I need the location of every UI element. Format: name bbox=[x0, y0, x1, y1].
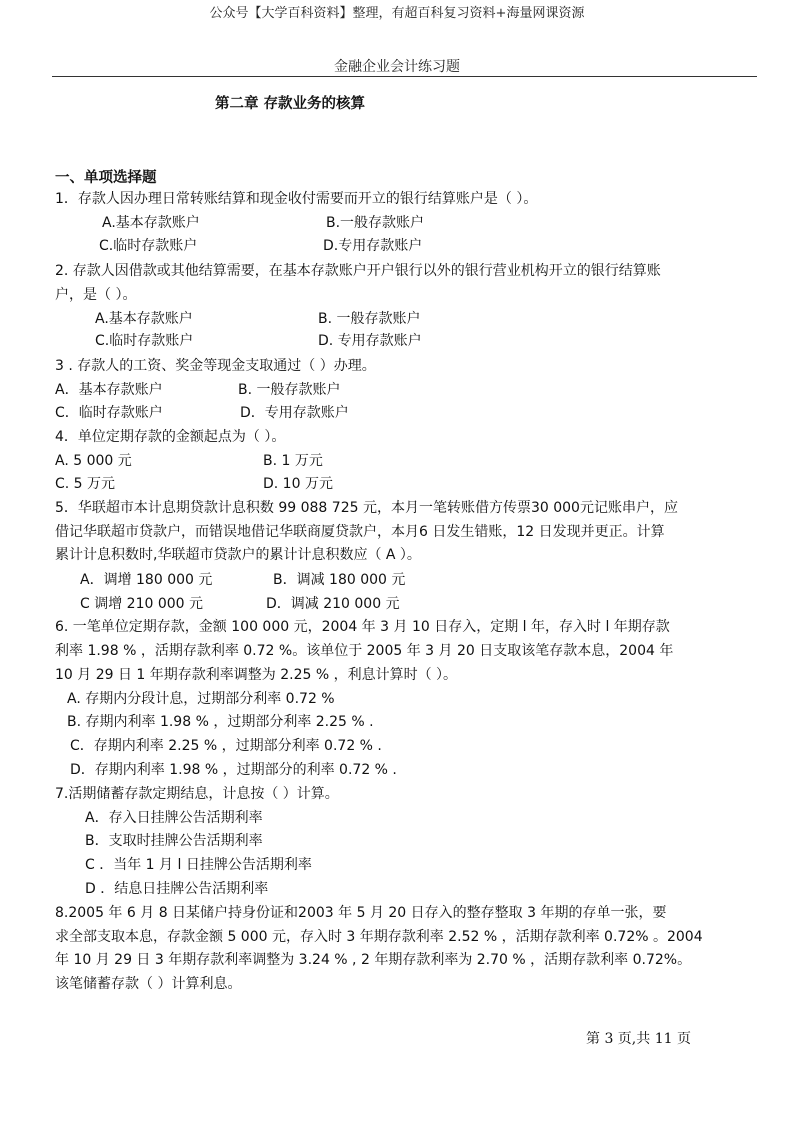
question-5-option-b: B．调减 180 000 元 bbox=[273, 572, 406, 588]
question-3-option-d: D．专用存款账户 bbox=[240, 405, 349, 421]
question-1-option-b: B.一般存款账户 bbox=[326, 215, 425, 231]
question-5-option-d: D．调减 210 000 元 bbox=[266, 596, 400, 612]
question-5-stem-line-1: 5．华联超市本计息期贷款计息积数 99 088 725 元，本月一笔转账借方传票30 000元记账串户，应 bbox=[55, 500, 678, 516]
question-3-option-c: C．临时存款账户 bbox=[55, 405, 163, 421]
question-2-stem-line-2: 户，是（ ）。 bbox=[55, 287, 137, 303]
question-8-stem-line-1: 8.2005 年 6 月 8 日某储户持身份证和2003 年 5 月 20 日存入的整存整取 3 年期的存单一张，要 bbox=[55, 905, 667, 921]
question-1-stem: 1．存款人因办理日常转账结算和现金收付需要而开立的银行结算账户是（ ）。 bbox=[55, 191, 538, 207]
question-7-stem: 7.活期储蓄存款定期结息，计息按（ ）计算。 bbox=[55, 786, 339, 802]
question-4-stem: 4．单位定期存款的金额起点为（ ）。 bbox=[55, 429, 286, 445]
question-7-option-d: D ．结息日挂牌公告活期利率 bbox=[85, 881, 269, 897]
question-5-stem-line-3: 累计计息积数时,华联超市贷款户的累计计息积数应（ A ）。 bbox=[55, 547, 421, 563]
question-4-option-d: D. 10 万元 bbox=[263, 476, 333, 492]
question-3-option-a: A．基本存款账户 bbox=[55, 382, 163, 398]
question-1-option-d: D.专用存款账户 bbox=[323, 238, 423, 254]
question-5-option-c: C 调增 210 000 元 bbox=[80, 596, 204, 612]
page-number-footer: 第 3 页,共 11 页 bbox=[586, 1031, 691, 1047]
question-8-stem-line-2: 求全部支取本息，存款金额 5 000 元，存入时 3 年期存款利率 2.52 % ，活期存款利率 0.72% 。2004 bbox=[55, 929, 703, 945]
source-banner: 公众号【大学百科资料】整理，有超百科复习资料+海量网课资源 bbox=[209, 6, 585, 21]
question-6-option-d: D．存期内利率 1.98 % ，过期部分的利率 0.72 % . bbox=[70, 762, 397, 778]
section-title: 一、单项选择题 bbox=[55, 170, 157, 186]
question-6-stem-line-3: 10 月 29 日 1 年期存款利率调整为 2.25 % ，利息计算时（ ）。 bbox=[55, 667, 458, 683]
question-8-stem-line-3: 年 10 月 29 日 3 年期存款利率调整为 3.24 % , 2 年期存款利率为 2.70 % ，活期存款利率 0.72%。 bbox=[55, 952, 692, 968]
question-2-option-d: D. 专用存款账户 bbox=[318, 333, 422, 349]
question-4-option-c: C. 5 万元 bbox=[55, 476, 116, 492]
document-header-title: 金融企业会计练习题 bbox=[334, 59, 460, 75]
question-2-option-b: B. 一般存款账户 bbox=[318, 311, 421, 327]
question-7-option-c: C ．当年 1 月 l 日挂牌公告活期利率 bbox=[85, 857, 312, 873]
question-2-option-c: C.临时存款账户 bbox=[95, 333, 194, 349]
question-6-option-c: C．存期内利率 2.25 % ，过期部分利率 0.72 % . bbox=[70, 738, 382, 754]
question-4-option-b: B. 1 万元 bbox=[263, 453, 323, 469]
chapter-title: 第二章 存款业务的核算 bbox=[215, 96, 366, 112]
question-5-stem-line-2: 借记华联超市贷款户，而错误地借记华联商厦贷款户，本月6 日发生错账，12 日发现并更正。计算 bbox=[55, 524, 665, 540]
question-2-stem-line-1: 2. 存款人因借款或其他结算需要，在基本存款账户开户银行以外的银行营业机构开立的银行结算账 bbox=[55, 263, 661, 279]
question-1-option-a: A.基本存款账户 bbox=[102, 215, 200, 231]
header-rule bbox=[52, 76, 757, 77]
question-3-option-b: B. 一般存款账户 bbox=[238, 382, 341, 398]
question-7-option-b: B．支取时挂牌公告活期利率 bbox=[85, 833, 263, 849]
question-1-option-c: C.临时存款账户 bbox=[99, 238, 198, 254]
question-5-option-a: A．调增 180 000 元 bbox=[80, 572, 213, 588]
question-8-stem-line-4: 该笔储蓄存款（ ）计算利息。 bbox=[55, 976, 242, 992]
question-6-option-b: B. 存期内利率 1.98 % ，过期部分利率 2.25 % . bbox=[67, 714, 374, 730]
question-3-stem: 3 . 存款人的工资、奖金等现金支取通过（ ）办理。 bbox=[55, 358, 376, 374]
question-6-option-a: A. 存期内分段计息，过期部分利率 0.72 % bbox=[67, 691, 335, 707]
question-7-option-a: A．存入日挂牌公告活期利率 bbox=[85, 810, 263, 826]
question-2-option-a: A.基本存款账户 bbox=[95, 311, 193, 327]
question-4-option-a: A. 5 000 元 bbox=[55, 453, 132, 469]
question-6-stem-line-2: 利率 1.98 % ，活期存款利率 0.72 %。该单位于 2005 年 3 月 20 日支取该笔存款本息，2004 年 bbox=[55, 643, 674, 659]
question-6-stem-line-1: 6. 一笔单位定期存款，金额 100 000 元，2004 年 3 月 10 日存入，定期 l 年，存入时 l 年期存款 bbox=[55, 619, 670, 635]
